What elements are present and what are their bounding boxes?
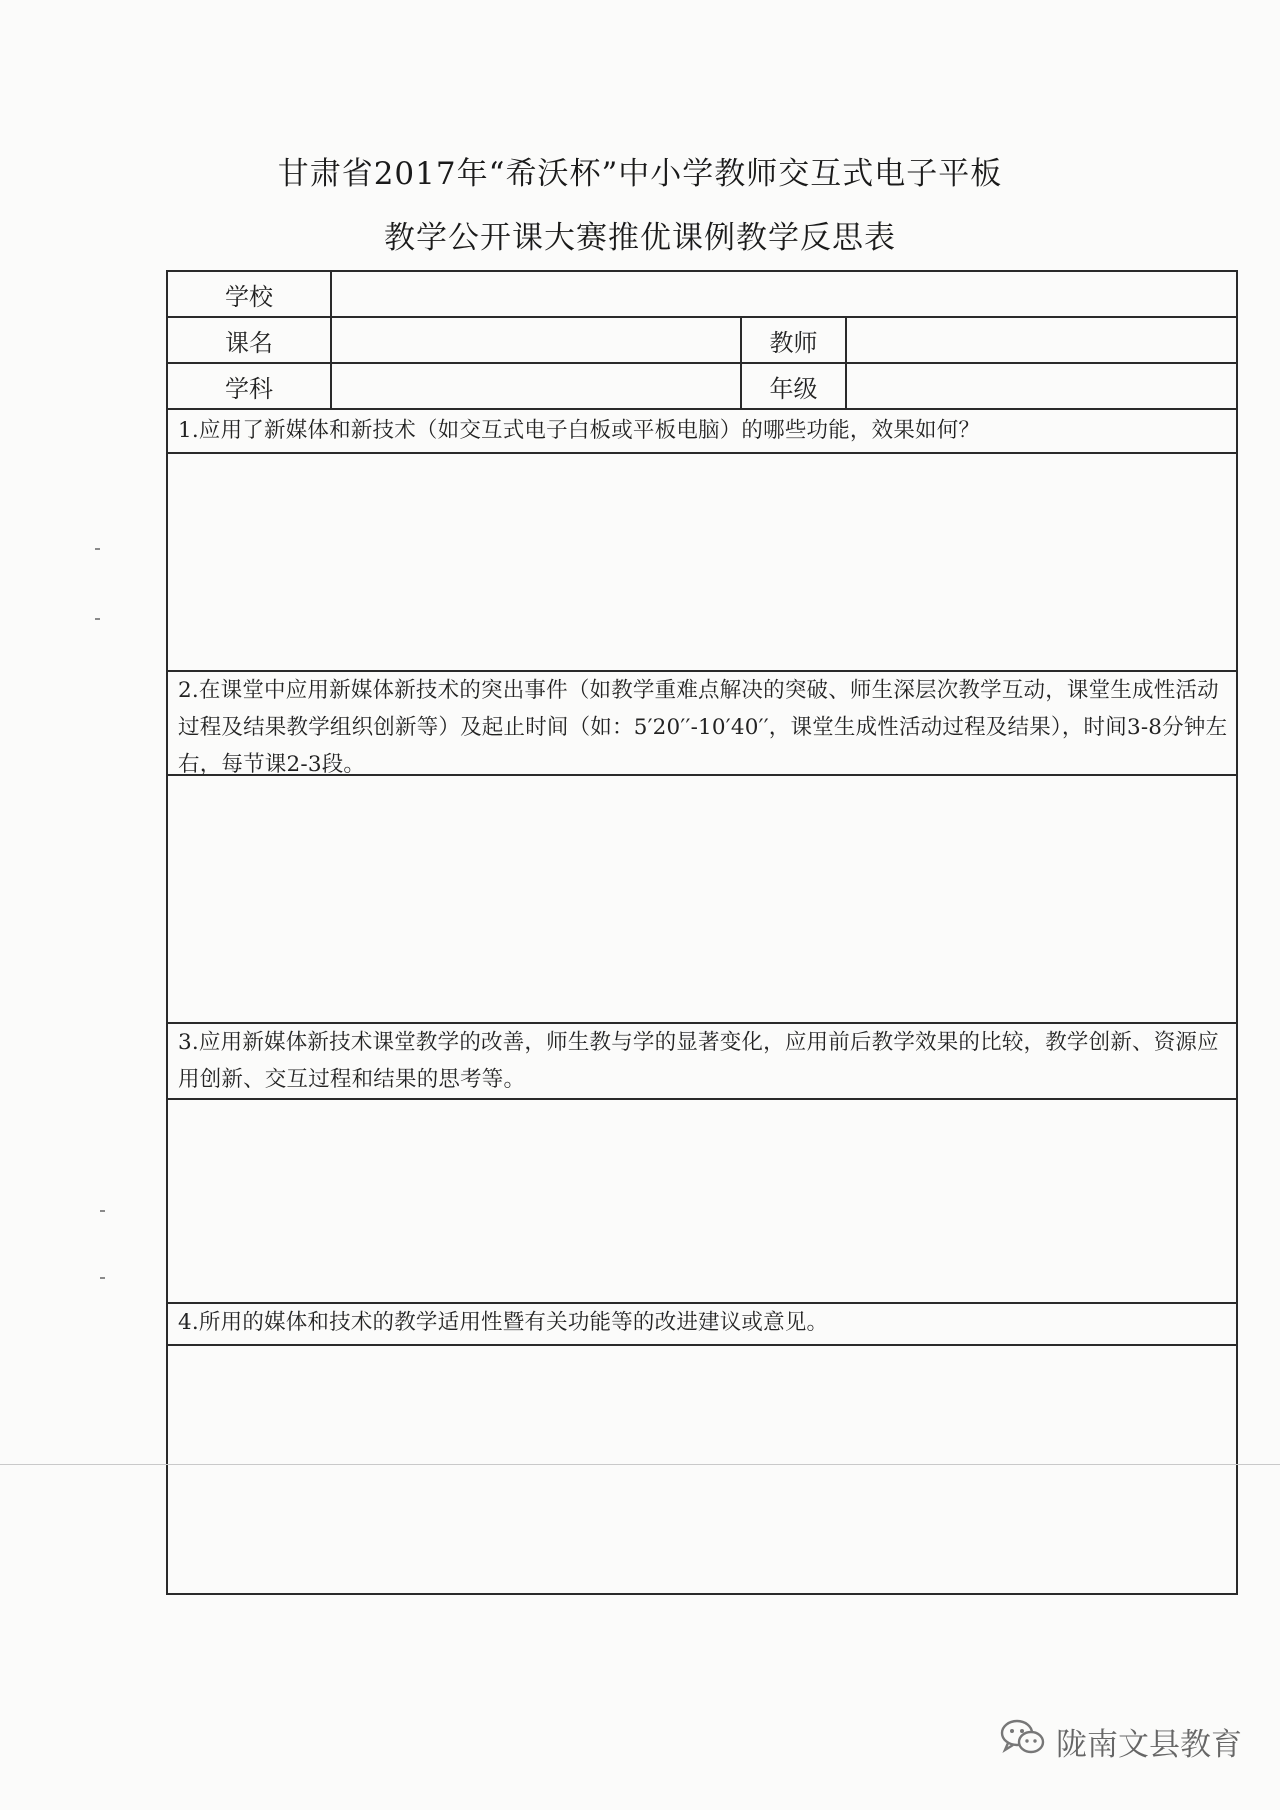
question-1: 1.应用了新媒体和新技术（如交互式电子白板或平板电脑）的哪些功能，效果如何？ bbox=[178, 418, 981, 443]
question-2: 2.在课堂中应用新媒体新技术的突出事件（如教学重难点解决的突破、师生深层次教学互动，课堂生成性活动过程及结果教学组织创新等）及起止时间（如：5′20′′-10′40′′，课堂生成性活动过程及结果），时间3-8分钟左右，每节课2-3段。 bbox=[178, 678, 1228, 777]
form-title-line2: 教学公开课大赛推优课例教学反思表 bbox=[384, 220, 896, 256]
teacher-label: 教师 bbox=[769, 328, 818, 357]
course-field[interactable] bbox=[332, 318, 740, 362]
answer-2-area[interactable] bbox=[168, 776, 1236, 1022]
scan-speck bbox=[100, 1210, 105, 1212]
watermark bbox=[1000, 1718, 1242, 1764]
scan-speck bbox=[95, 548, 100, 550]
subject-label: 学科 bbox=[225, 374, 273, 403]
teacher-field[interactable] bbox=[847, 318, 1236, 362]
grade-field[interactable] bbox=[847, 364, 1236, 408]
course-label: 课名 bbox=[225, 328, 273, 357]
form-title-line1: 甘肃省2017年“希沃杯”中小学教师交互式电子平板 bbox=[277, 156, 1003, 192]
wechat-icon bbox=[1000, 1718, 1046, 1764]
scan-fold-line bbox=[0, 1464, 1280, 1465]
question-4: 4.所用的媒体和技术的教学适用性暨有关功能等的改进建议或意见。 bbox=[178, 1310, 829, 1335]
school-label: 学校 bbox=[225, 282, 273, 311]
grade-label: 年级 bbox=[769, 374, 818, 403]
answer-3-area[interactable] bbox=[168, 1100, 1236, 1302]
question-3: 3.应用新媒体新技术课堂教学的改善，师生教与学的显著变化，应用前后教学效果的比较，教学创新、资源应用创新、交互过程和结果的思考等。 bbox=[178, 1030, 1219, 1092]
school-field[interactable] bbox=[332, 272, 1236, 316]
watermark-text: 陇南文县教育 bbox=[1056, 1726, 1242, 1763]
scan-speck bbox=[95, 618, 100, 620]
scan-speck bbox=[100, 1277, 105, 1279]
answer-4-area[interactable] bbox=[168, 1346, 1236, 1593]
subject-field[interactable] bbox=[332, 364, 740, 408]
answer-1-area[interactable] bbox=[168, 454, 1236, 670]
